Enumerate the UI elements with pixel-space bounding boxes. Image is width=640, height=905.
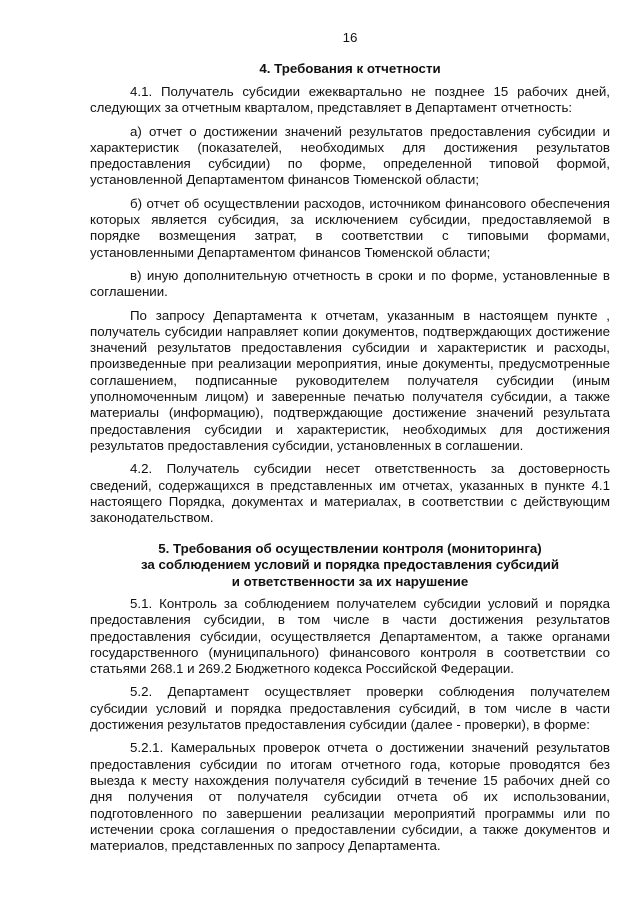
- paragraph-5-2: 5.2. Департамент осуществляет проверки соблюдения получателем субсидии условий и порядка предоставления субсидий, в том числе в части достижения результатов предоставления субсидии (далее - проверки), в форме:: [90, 684, 610, 733]
- paragraph-5-2-1: 5.2.1. Камеральных проверок отчета о достижении значений результатов предоставления субсидии по итогам отчетного года, которые проводятся без выезда к месту нахождения получателя субсидий в течение 15 рабочих дней со дня получения от получателя субсидии отчета об их использовании, подготовленного по завершении реализации мероприятий программы или по истечении срока соглашения о предоставлении субсидии, а также документов и материалов, представленных по запросу Департамента.: [90, 740, 610, 854]
- section-4-body: [90, 84, 610, 533]
- paragraph-4-1-request: По запросу Департамента к отчетам, указанным в настоящем пункте , получатель субсидии направляет копии документов, подтверждающих достижение значений результатов предоставления субсидии и характеристик и расходы, произведенные при реализации мероприятия, иные документы, предусмотренные соглашением, подписанные руководителем получателя субсидии (иным уполномоченным лицом) и заверенные печатью получателя субсидии, а также материалы (информацию), подтверждающие достижение значений результата предоставления субсидии и характеристик, необходимых для достижения результатов предоставления субсидии, установленных в соглашении.: [90, 307, 610, 453]
- section-5-heading: [90, 541, 610, 590]
- section-5-title-line-3: и ответственности за их нарушение: [231, 573, 469, 589]
- paragraph-4-2: 4.2. Получатель субсидии несет ответственность за достоверность сведений, содержащихся в представленных им отчетах, указанных в пункте 4.1 настоящего Порядка, документах и материалах, в соответствии с действующим законодательством.: [90, 461, 610, 526]
- section-5-title-line-2: за соблюдением условий и порядка предоставления субсидий: [140, 557, 560, 573]
- section-4-title: 4. Требования к отчетности: [259, 61, 441, 76]
- page-number: 16: [342, 30, 358, 45]
- paragraph-4-1-v: в) иную дополнительную отчетность в сроки и по форме, установленные в соглашении.: [90, 267, 610, 300]
- paragraph-4-1-a: а) отчет о достижении значений результатов предоставления субсидии и характеристик (показателей, необходимых для достижения результатов предоставления субсидии) по форме, определенной типовой формой, установленной Департаментом финансов Тюменской области;: [90, 123, 610, 188]
- paragraph-4-1: 4.1. Получатель субсидии ежеквартально не позднее 15 рабочих дней, следующих за отчетным кварталом, представляет в Департамент отчетность:: [90, 84, 610, 116]
- section-4-heading: [90, 61, 610, 77]
- section-5-title-line-1: 5. Требования об осуществлении контроля (мониторинга): [158, 541, 542, 556]
- paragraph-4-1-b: б) отчет об осуществлении расходов, источником финансового обеспечения которых является субсидия, за исключением субсидии, предоставляемой в порядке возмещения затрат, в соответствии с типовыми формами, установленными Департаментом финансов Тюменской области;: [90, 195, 610, 260]
- section-5-body: [90, 596, 610, 861]
- paragraph-5-1: 5.1. Контроль за соблюдением получателем субсидии условий и порядка предоставления субсидии, в том числе в части достижения результатов предоставления субсидии, осуществляется Департаментом, а также органами государственного (муниципального) финансового контроля в соответствии со статьями 268.1 и 269.2 Бюджетного кодекса Российской Федерации.: [90, 596, 610, 677]
